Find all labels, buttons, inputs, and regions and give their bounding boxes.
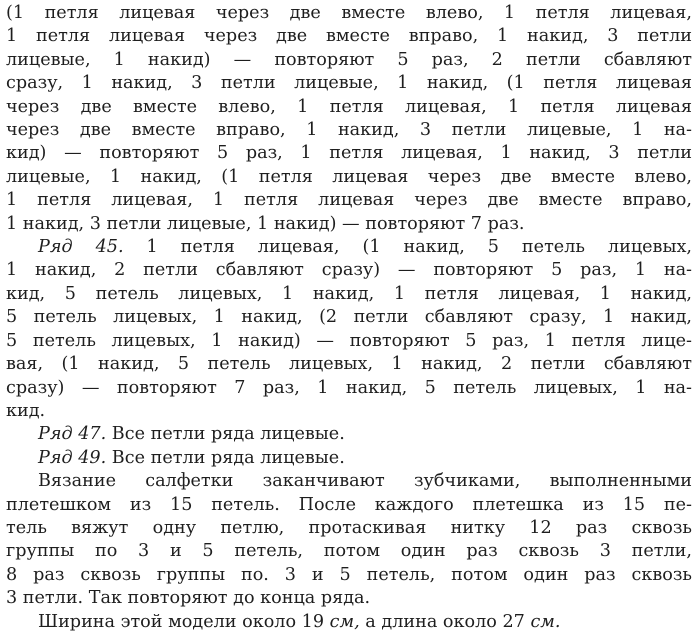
text-line: плетешком из 15 петель. После каждого плетешка из 15 пе- bbox=[6, 494, 692, 515]
paragraph-continuation bbox=[6, 2, 692, 236]
paragraph-finishing bbox=[6, 470, 692, 610]
row-label: Ряд 47. bbox=[38, 424, 107, 445]
text-line: 1 накид, 3 петли лицевые, 1 накид) — повторяют 7 раз. bbox=[6, 213, 525, 234]
text-line bbox=[6, 423, 692, 446]
text-line bbox=[6, 611, 692, 634]
text-line bbox=[6, 236, 692, 259]
text-line: 8 раз сквозь группы по. 3 и 5 петель, потом один раз сквозь bbox=[6, 564, 692, 585]
row-text: Все петли ряда лицевые. bbox=[106, 447, 345, 468]
text-line: лицевые, 1 накид, (1 петля лицевая через две вместе влево, bbox=[6, 166, 692, 187]
text-line: кид) — повторяют 5 раз, 1 петля лицевая, 1 накид, 3 петли bbox=[6, 143, 692, 164]
text-line: 1 петля лицевая, 1 петля лицевая через две вместе вправо, bbox=[6, 190, 692, 211]
text-line: Вязание салфетки заканчивают зубчиками, выполненными bbox=[38, 471, 692, 492]
dimensions-text: Ширина этой модели около 19 bbox=[38, 611, 330, 632]
text-line: кид. bbox=[6, 400, 46, 421]
row-label: Ряд 49. bbox=[38, 447, 107, 468]
text-line: 1 петля лицевая через две вместе вправо, 1 накид, 3 петли bbox=[6, 26, 692, 47]
text-line: 5 петель лицевых, 1 накид, (2 петли сбавляют сразу, 1 накид, bbox=[6, 307, 692, 328]
text-line: сразу, 1 накид, 3 петли лицевые, 1 накид, (1 петля лицевая bbox=[6, 73, 692, 94]
dimensions-text: а длина около 27 bbox=[359, 611, 531, 632]
text-line bbox=[6, 447, 692, 470]
text-line: 1 накид, 2 петли сбавляют сразу) — повторяют 5 раз, 1 на- bbox=[6, 260, 692, 281]
row-label: Ряд 45. bbox=[38, 237, 124, 258]
text-line: кид, 5 петель лицевых, 1 накид, 1 петля лицевая, 1 накид, bbox=[6, 283, 692, 304]
row-text: 1 петля лицевая, (1 накид, 5 петель лицевых, bbox=[123, 237, 692, 258]
paragraph-dimensions bbox=[6, 611, 692, 634]
unit-label: см, bbox=[329, 611, 360, 632]
paragraph-row-47 bbox=[6, 423, 692, 446]
text-line: через две вместе вправо, 1 накид, 3 петли лицевые, 1 на- bbox=[6, 120, 692, 141]
document-page bbox=[6, 2, 692, 634]
paragraph-row-49 bbox=[6, 447, 692, 470]
text-line: 5 петель лицевых, 1 накид) — повторяют 5 раз, 1 петля лице- bbox=[6, 330, 692, 351]
text-line: через две вместе влево, 1 петля лицевая, 1 петля лицевая bbox=[6, 96, 692, 117]
row-text: Все петли ряда лицевые. bbox=[106, 424, 345, 445]
text-line: (1 петля лицевая через две вместе влево, 1 петля лицевая, bbox=[6, 3, 692, 23]
text-line: лицевые, 1 накид) — повторяют 5 раз, 2 петли сбавляют bbox=[6, 49, 692, 70]
text-line: тель вяжут одну петлю, протаскивая нитку 12 раз сквозь bbox=[6, 517, 692, 538]
text-line: группы по 3 и 5 петель, потом один раз сквозь 3 петли, bbox=[6, 541, 692, 562]
unit-label: см. bbox=[530, 611, 561, 632]
paragraph-row-45 bbox=[6, 236, 692, 423]
text-line: сразу) — повторяют 7 раз, 1 накид, 5 петель лицевых, 1 на- bbox=[6, 377, 692, 398]
text-line: вая, (1 накид, 5 петель лицевых, 1 накид, 2 петли сбавляют bbox=[6, 354, 692, 375]
text-line: 3 петли. Так повторяют до конца ряда. bbox=[6, 588, 371, 609]
